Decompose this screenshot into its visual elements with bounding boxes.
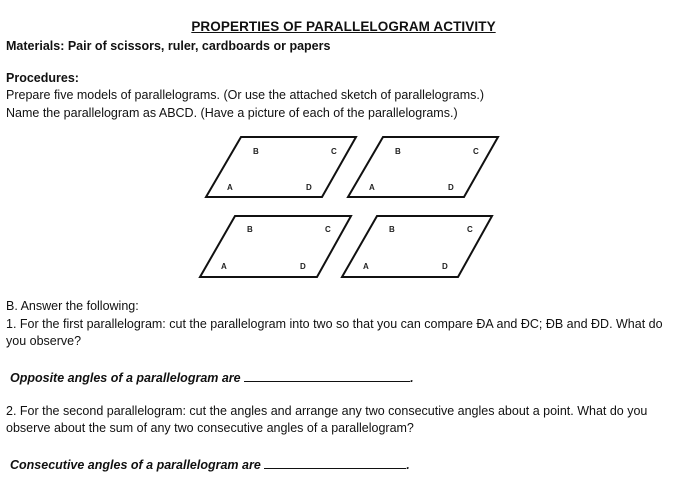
materials-line: Materials: Pair of scissors, ruler, cardboards or papers bbox=[6, 39, 331, 53]
label-a: A bbox=[221, 262, 227, 271]
procedure-line-2: Name the parallelogram as ABCD. (Have a picture of each of the parallelograms.) bbox=[6, 106, 458, 120]
question-1: 1. For the first parallelogram: cut the parallelogram into two so that you can compare ĐA and ĐC; ĐB and ĐD. What do you observe? bbox=[6, 317, 663, 348]
label-d: D bbox=[300, 262, 306, 271]
label-c: C bbox=[467, 225, 473, 234]
answer-2-prompt: Consecutive angles of a parallelogram are bbox=[10, 458, 261, 472]
label-a: A bbox=[363, 262, 369, 271]
label-b: B bbox=[253, 147, 259, 156]
answer-2-blank[interactable] bbox=[264, 456, 406, 469]
answer-1-period: . bbox=[410, 371, 414, 385]
label-d: D bbox=[448, 183, 454, 192]
answer-1-line bbox=[10, 369, 414, 385]
label-a: A bbox=[369, 183, 375, 192]
label-c: C bbox=[473, 147, 479, 156]
label-d: D bbox=[306, 183, 312, 192]
question-2: 2. For the second parallelogram: cut the angles and arrange any two consecutive angles about a point. What do you observe about the sum of any two consecutive angles of a parallelogram? bbox=[6, 404, 648, 435]
parallelogram-3 bbox=[200, 216, 351, 277]
parallelogram-1 bbox=[206, 137, 356, 197]
answer-1-blank[interactable] bbox=[244, 369, 410, 382]
label-c: C bbox=[325, 225, 331, 234]
answer-1-prompt: Opposite angles of a parallelogram are bbox=[10, 371, 241, 385]
label-a: A bbox=[227, 183, 233, 192]
answer-2-period: . bbox=[406, 458, 410, 472]
label-b: B bbox=[247, 225, 253, 234]
procedure-line-1: Prepare five models of parallelograms. (Or use the attached sketch of parallelograms.) bbox=[6, 88, 485, 102]
answer-2-line bbox=[10, 456, 410, 472]
label-b: B bbox=[389, 225, 395, 234]
parallelogram-4 bbox=[342, 216, 492, 277]
procedures-heading: Procedures: bbox=[6, 71, 79, 85]
section-b-heading: B. Answer the following: bbox=[6, 299, 139, 313]
parallelogram-2 bbox=[348, 137, 498, 197]
label-c: C bbox=[331, 147, 337, 156]
worksheet-title: PROPERTIES OF PARALLELOGRAM ACTIVITY bbox=[191, 19, 496, 34]
label-b: B bbox=[395, 147, 401, 156]
label-d: D bbox=[442, 262, 448, 271]
